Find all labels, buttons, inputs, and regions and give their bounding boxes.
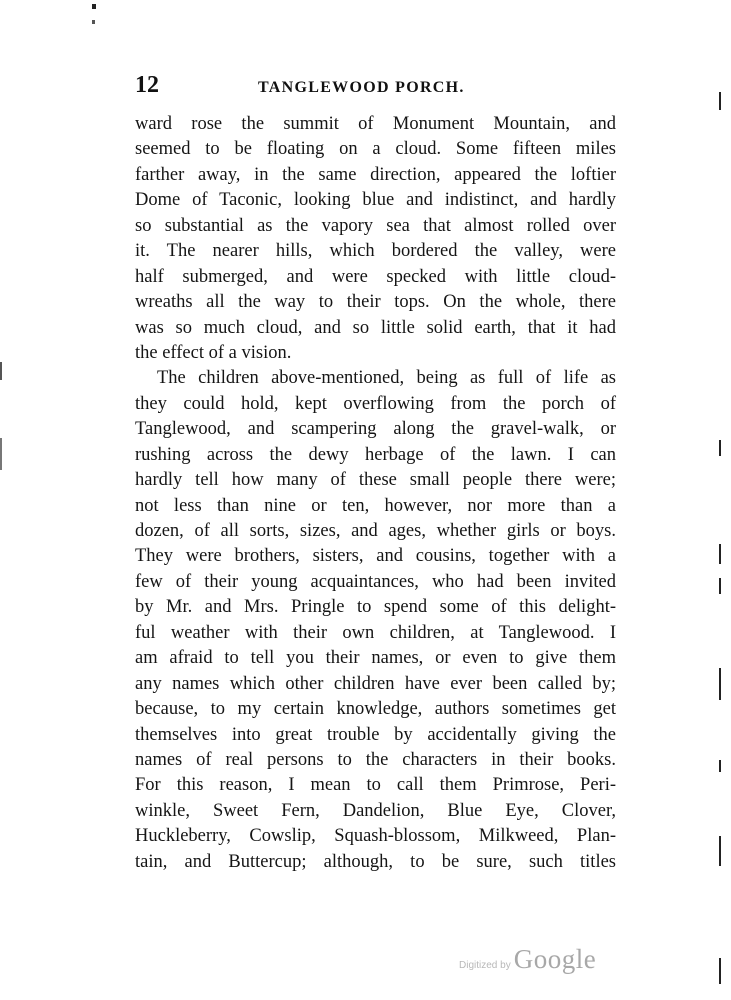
text-line: so substantial as the vapory sea that almost rolled over xyxy=(135,215,616,236)
text-line: they could hold, kept overflowing from the porch of xyxy=(135,393,616,414)
text-line: it. The nearer hills, which bordered the valley, were xyxy=(135,241,616,262)
text-line: the effect of a vision. xyxy=(135,342,292,363)
margin-edge-mark xyxy=(719,836,721,866)
margin-edge-mark xyxy=(719,544,721,564)
margin-edge-mark xyxy=(0,362,2,380)
text-line: seemed to be floating on a cloud. Some fifteen miles xyxy=(135,139,616,160)
digitized-watermark xyxy=(459,944,596,975)
margin-edge-mark xyxy=(719,760,721,772)
scan-dot-mark xyxy=(92,4,96,9)
text-line: tain, and Buttercup; although, to be sure, such titles xyxy=(135,851,616,872)
text-line: Tanglewood, and scampering along the gravel-walk, or xyxy=(135,419,616,440)
text-line: Huckleberry, Cowslip, Squash-blossom, Milkweed, Plan- xyxy=(135,826,616,847)
text-line: Dome of Taconic, looking blue and indistinct, and hardly xyxy=(135,190,616,211)
watermark-brand: Google xyxy=(513,944,597,974)
text-line: hardly tell how many of these small people there were; xyxy=(135,470,616,491)
margin-edge-mark xyxy=(719,958,721,984)
text-line: farther away, in the same direction, appeared the loftier xyxy=(135,164,616,185)
text-line: winkle, Sweet Fern, Dandelion, Blue Eye, Clover, xyxy=(135,800,616,821)
text-line: any names which other children have ever been called by; xyxy=(135,673,616,694)
text-line: wreaths all the way to their tops. On the whole, there xyxy=(135,292,616,313)
page-number: 12 xyxy=(135,72,159,98)
margin-edge-mark xyxy=(719,578,721,594)
text-line: by Mr. and Mrs. Pringle to spend some of this delight- xyxy=(135,597,616,618)
running-head: TANGLEWOOD PORCH. xyxy=(258,79,465,96)
watermark-prefix: Digitized by xyxy=(459,960,511,971)
text-line: themselves into great trouble by accidentally giving the xyxy=(135,724,616,745)
body-text xyxy=(135,112,616,875)
margin-edge-mark xyxy=(0,438,2,470)
margin-edge-mark xyxy=(719,92,721,110)
text-line: am afraid to tell you their names, or even to give them xyxy=(135,648,616,669)
text-line: rushing across the dewy herbage of the lawn. I can xyxy=(135,444,616,465)
scan-dot-mark xyxy=(92,20,95,24)
text-line: names of real persons to the characters in their books. xyxy=(135,749,616,770)
margin-edge-mark xyxy=(719,668,721,700)
text-line: half submerged, and were specked with little cloud- xyxy=(135,266,616,287)
text-line: was so much cloud, and so little solid earth, that it had xyxy=(135,317,616,338)
text-line: because, to my certain knowledge, authors sometimes get xyxy=(135,699,616,720)
margin-edge-mark xyxy=(719,440,721,456)
text-line: dozen, of all sorts, sizes, and ages, whether girls or boys. xyxy=(135,521,616,541)
text-line: ful weather with their own children, at Tanglewood. I xyxy=(135,622,616,643)
text-line: ward rose the summit of Monument Mountain, and xyxy=(135,114,616,134)
text-line: For this reason, I mean to call them Primrose, Peri- xyxy=(135,775,616,796)
text-line: not less than nine or ten, however, nor more than a xyxy=(135,495,616,516)
text-line: They were brothers, sisters, and cousins, together with a xyxy=(135,546,616,567)
text-line: The children above-mentioned, being as full of life as xyxy=(157,368,616,389)
text-line: few of their young acquaintances, who had been invited xyxy=(135,571,616,592)
